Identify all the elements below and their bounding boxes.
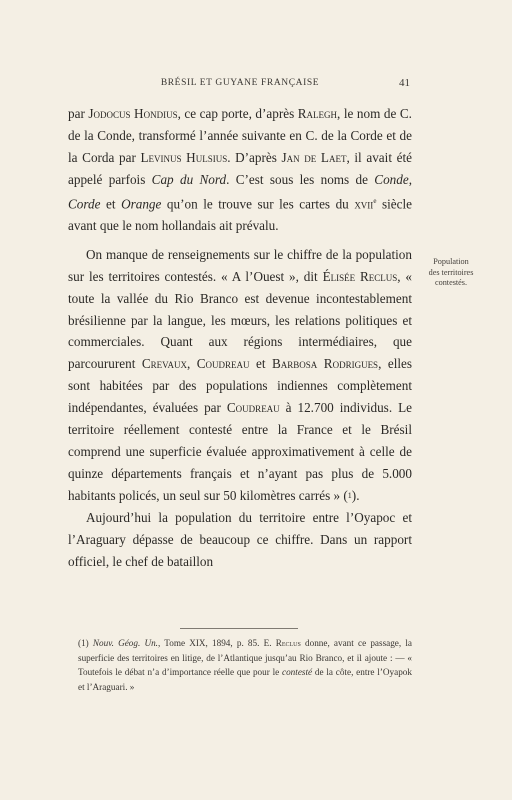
author-name: Crevaux: [141, 356, 187, 372]
running-title: BRÉSIL ET GUYANE FRANÇAISE: [160, 78, 320, 88]
footnote: (1) Nouv. Géog. Un., Tome XIX, 1894, p. 85. E. Reclus donne, avant ce passage, la superficie des territoires en litige, de l’Atlantique jusqu’au Rio Branco, et il ajoute : — « Toutefois le débat n’a d’importance réelle que pour le contesté de la côte, entre l’Oyapok et l’Araguari. »: [78, 638, 412, 692]
italic-term: Orange: [121, 196, 162, 212]
author-name: Élisée Reclus: [322, 268, 398, 284]
italic-term: Conde: [374, 171, 409, 187]
author-name: Jodocus Hondius: [88, 106, 178, 121]
margin-note: Population des territoires contestés.: [428, 257, 474, 287]
author-name: Coudreau: [226, 400, 280, 416]
author-name: Levinus Hulsius: [140, 149, 228, 165]
main-text: [68, 103, 412, 572]
footnote-source: Nouv. Géog. Un.: [92, 638, 158, 648]
italic-term: Cap du Nord: [151, 171, 227, 187]
century-suffix: e: [373, 196, 377, 205]
author-name: Ralegh: [297, 106, 338, 121]
italic-term: Corde: [68, 196, 101, 212]
author-name: Reclus: [275, 638, 301, 648]
author-name: Barbosa Rodrigues: [272, 356, 379, 372]
paragraph-2: On manque de renseignements sur le chiffre de la population sur les territoires contestés. « A l’Ouest », dit Élisée Reclus, « toute la vallée du Rio Branco est devenue incontestablement brésilienne par la langue, les mœurs, les relations politiques et commerciales. Quant aux régions intermédiaires, que parcoururent Crevaux, Coudreau et Barbosa Rodrigues, elles sont habitées par des populations indiennes complètement indépendantes, évaluées par Coudreau à 12.700 individus. Le territoire réellement contesté entre la France et le Brésil comprend une superficie évaluée approximativement à celle de quinze départements français et n’ayant pas plus de 5.000 habitants policés, un seul sur 50 kilomètres carrés » ($^1$).: [68, 246, 413, 503]
paragraph-1: par Jodocus Hondius, ce cap porte, d’après Ralegh, le nom de C. de la Conde, transformé l’année suivante en C. de la Corde et de la Corda par Levinus Hulsius. D’après Jan de Laet, il avait été appelé parfois Cap du Nord. C’est sous les noms de Conde, Corde et Orange qu’on le trouve sur les cartes du xvii$^e$ siècle avant que le nom hollandais ait prévalu.: [68, 106, 413, 233]
italic-term: contesté: [282, 667, 313, 678]
author-name: Coudreau: [196, 356, 250, 372]
page-number: 41: [399, 77, 410, 89]
footnote-reference: 1: [347, 490, 352, 500]
century-numeral: xvii: [354, 196, 374, 212]
author-name: Jan de Laet: [281, 149, 347, 165]
paragraph-3: Aujourd’hui la population du territoire entre l’Oyapoc et l’Araguary dépasse de beaucoup ce chiffre. Dans un rapport officiel, le chef de bataillon: [68, 509, 412, 569]
footnote-divider: [180, 628, 298, 629]
footnote-mark: 1: [81, 638, 86, 648]
